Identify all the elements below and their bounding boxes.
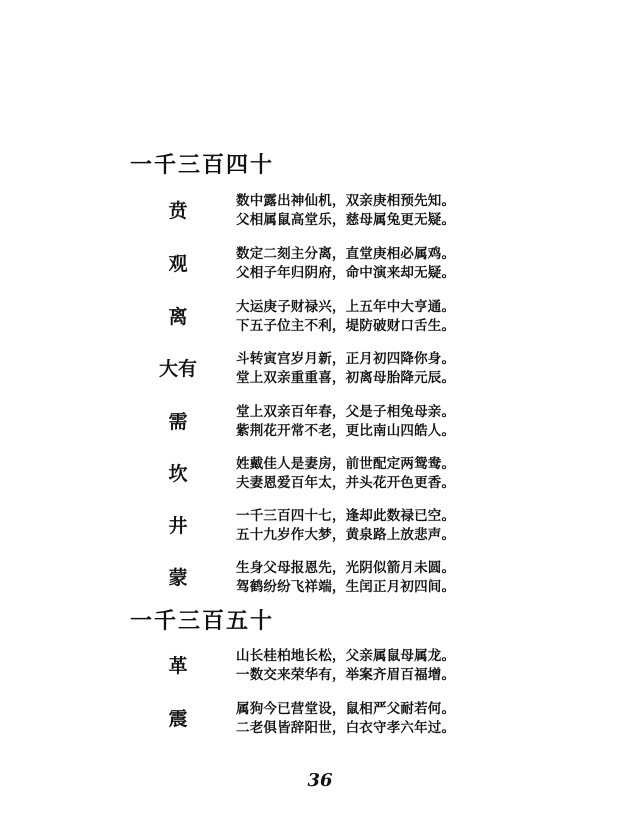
section-title: 一千三百四十	[130, 152, 275, 178]
entry-line-1: 数中露出神仙机，双亲庚相预先知。	[236, 193, 456, 209]
entry-line-2: 驾鹤纷纷飞祥端，生闰正月初四间。	[236, 579, 456, 595]
entry-name: 需	[168, 411, 188, 433]
entry-line-1: 姓戴佳人是妻房，前世配定两鸳鸯。	[236, 456, 456, 472]
entry-line-1: 山长桂柏地长松，父亲属鼠母属龙。	[236, 648, 456, 664]
entry-name: 观	[168, 253, 188, 275]
entry-name: 贲	[168, 200, 188, 222]
entry-name: 震	[168, 708, 188, 730]
entry-name: 蒙	[168, 567, 188, 589]
entry-line-2: 夫妻恩爱百年太，并头花开色更香。	[236, 475, 456, 491]
entry-name: 坎	[168, 463, 188, 485]
entry-line-1: 大运庚子财禄兴，上五年中大亨通。	[236, 299, 456, 315]
entry-line-1: 属狗今已营堂设，鼠相严父耐若何。	[236, 701, 456, 717]
entry-name: 离	[168, 306, 188, 328]
entry-line-1: 一千三百四十七，逢却此数禄已空。	[236, 508, 456, 524]
entry-line-1: 斗转寅宫岁月新，正月初四降你身。	[236, 351, 456, 367]
entry-line-2: 下五子位主不利，堤防破财口舌生。	[236, 318, 456, 334]
entry-line-2: 紫荆花开常不老，更比南山四皓人。	[236, 423, 456, 439]
entry-line-2: 父相子年归阴府，命中演来却无疑。	[236, 265, 456, 281]
entry-line-2: 五十九岁作大梦，黄泉路上放悲声。	[236, 527, 456, 543]
entry-line-1: 数定二刻主分离，直堂庚相必属鸡。	[236, 246, 456, 262]
entry-name: 大有	[158, 358, 197, 380]
section-title: 一千三百五十	[130, 608, 275, 634]
entry-line-2: 一数交来荣华有，举案齐眉百福增。	[236, 667, 456, 683]
entry-line-1: 堂上双亲百年春，父是子相兔母亲。	[236, 404, 456, 420]
entry-line-2: 堂上双亲重重喜，初离母胎降元辰。	[236, 370, 456, 386]
entry-line-2: 父相属鼠高堂乐，慈母属兔更无疑。	[236, 212, 456, 228]
entry-line-1: 生身父母报恩先，光阴似箭月未圆。	[236, 560, 456, 576]
page-number: 36	[307, 770, 333, 791]
entry-line-2: 二老俱皆辞阳世，白衣守孝六年过。	[236, 720, 456, 736]
entry-name: 革	[168, 655, 188, 677]
entry-name: 井	[168, 515, 188, 537]
